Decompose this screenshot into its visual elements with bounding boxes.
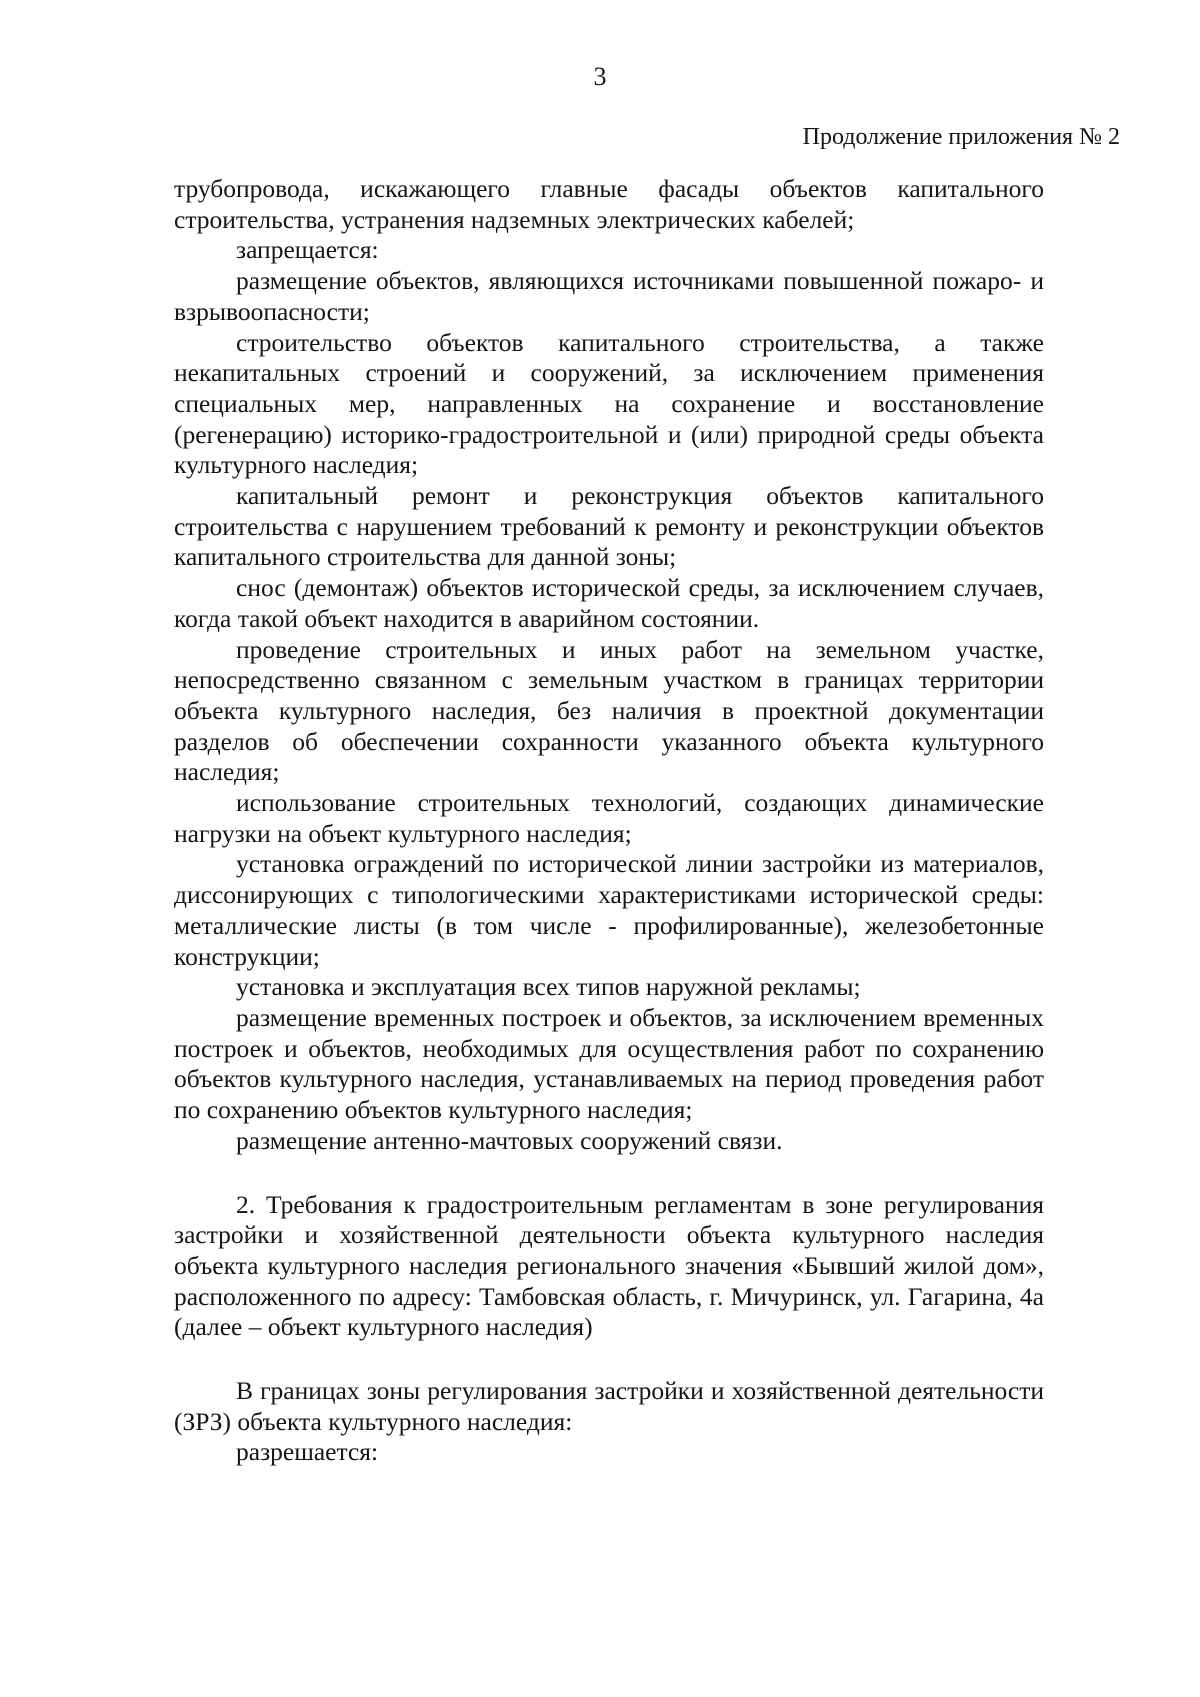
- appendix-continuation-header: Продолжение приложения № 2: [802, 124, 1120, 150]
- paragraph-outdoor-advertising: установка и эксплуатация всех типов наружной рекламы;: [236, 972, 861, 1002]
- section-2-heading: 2. Требования к градостроительным регламентам в зоне регулирования застройки и хозяйственной деятельности объекта культурного наследия объекта культурного наследия регионального значения «Бывший жилой дом», расположенного по адресу: Тамбовская область, г. Мичуринск, ул. Гагарина, 4а (далее – объект культурного наследия): [174, 1189, 1044, 1342]
- paragraph-capital-repair: капитальный ремонт и реконструкция объектов капитального строительства с нарушением требований к ремонту и реконструкции объектов капитального строительства для данной зоны;: [174, 481, 1044, 572]
- paragraph-antenna-structures: размещение антенно-мачтовых сооружений связи.: [236, 1125, 783, 1155]
- paragraph-zrz-boundaries: В границах зоны регулирования застройки и хозяйственной деятельности (ЗРЗ) объекта культурного наследия:: [174, 1376, 1044, 1436]
- paragraph-permitted-heading: разрешается:: [236, 1437, 379, 1467]
- paragraph-pipeline-continuation: трубопровода, искажающего главные фасады объектов капитального строительства, устранения надземных электрических кабелей;: [174, 174, 1044, 234]
- paragraph-dynamic-loads: использование строительных технологий, создающих динамические нагрузки на объект культурного наследия;: [174, 788, 1044, 848]
- paragraph-works-on-land-plot: проведение строительных и иных работ на земельном участке, непосредственно связанном с земельным участком в границах территории объекта культурного наследия, без наличия в проектной документации разделов об обеспечении сохранности указанного объекта культурного наследия;: [174, 634, 1044, 787]
- paragraph-temporary-buildings: размещение временных построек и объектов, за исключением временных построек и объектов, необходимых для осуществления работ по сохранению объектов культурного наследия, устанавливаемых на период проведения работ по сохранению объектов культурного наследия;: [174, 1002, 1044, 1125]
- paragraph-demolition: снос (демонтаж) объектов исторической среды, за исключением случаев, когда такой объект находится в аварийном состоянии.: [174, 573, 1044, 633]
- paragraph-fences: установка ограждений по исторической линии застройки из материалов, диссонирующих с типологическими характеристиками исторической среды: металлические листы (в том числе - профилированные), железобетонные конструкции;: [174, 849, 1044, 971]
- page-number: 3: [593, 62, 607, 91]
- paragraph-prohibited-heading: запрещается:: [236, 235, 379, 265]
- paragraph-fire-hazard: размещение объектов, являющихся источниками повышенной пожаро- и взрывоопасности;: [174, 266, 1044, 326]
- document-body: [174, 174, 1044, 1468]
- paragraph-construction: строительство объектов капитального строительства, а также некапитальных строений и сооружений, за исключением применения специальных мер, направленных на сохранение и восстановление (регенерацию) историко-градостроительной и (или) природной среды объекта культурного наследия;: [174, 327, 1044, 480]
